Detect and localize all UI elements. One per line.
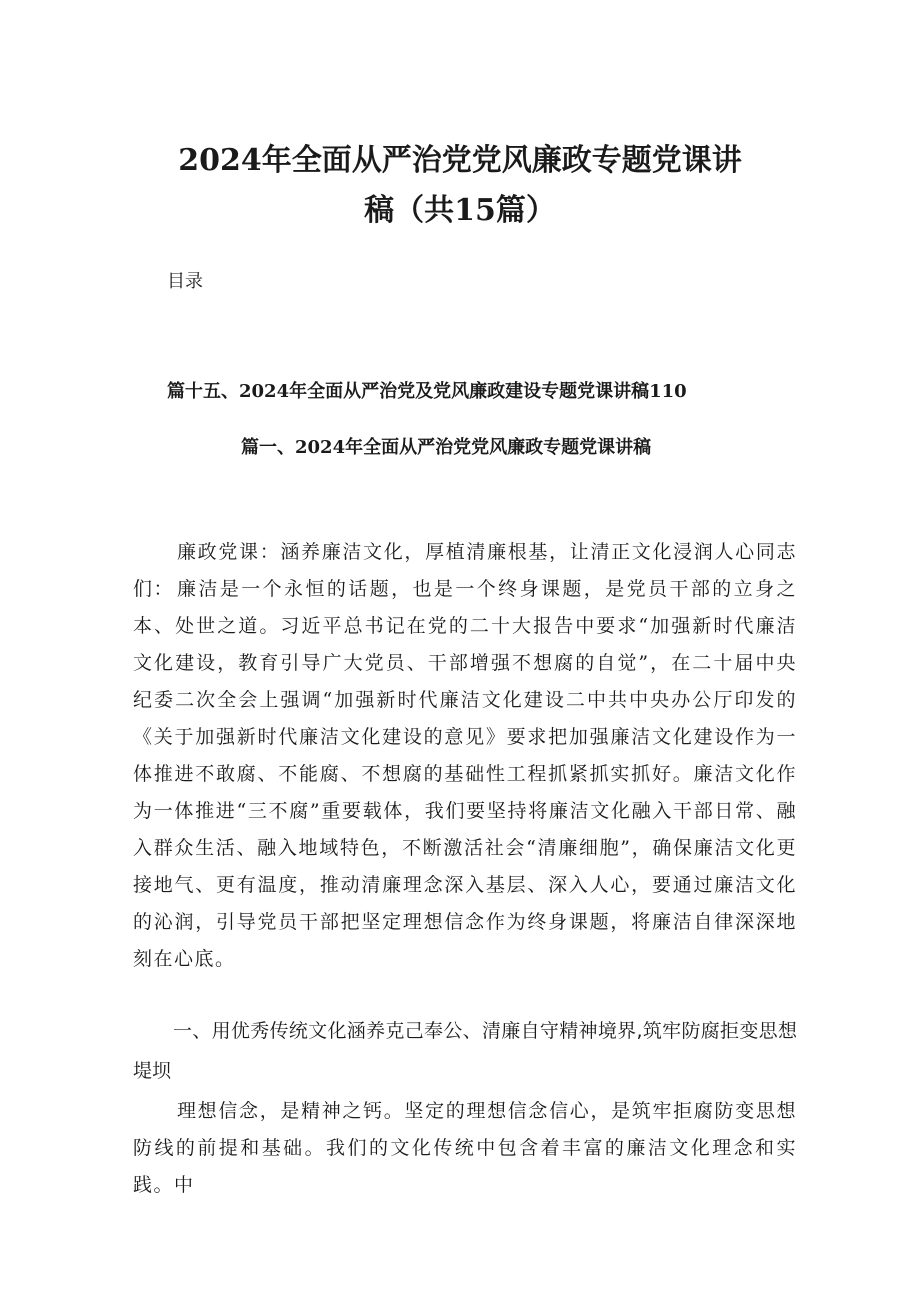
toc-item[interactable]: 篇一、2024年全面从严治党党风廉政专题党课讲稿 <box>241 437 652 458</box>
document-title-line-1: 2024年全面从严治党党风廉政专题党课讲 <box>178 143 742 178</box>
section-heading: 一、用优秀传统文化涵养克己奉公、清廉自守精神境界,筑牢防腐拒变思想堤坝 <box>133 1020 797 1082</box>
section-paragraph: 理想信念，是精神之钙。坚定的理想信念信心，是筑牢拒腐防变思想防线的前提和基础。我们的文化传统中包含着丰富的廉洁文化理念和实践。中 <box>133 1100 797 1196</box>
toc-item[interactable]: 篇十五、2024年全面从严治党及党风廉政建设专题党课讲稿110 <box>167 381 687 402</box>
toc-label: 目录 <box>167 271 203 292</box>
body-paragraph: 廉洁是一个永恒的话题，也是一个终身课题，是党员干部的立身之本、处世之道。习近平总书记在党的二十大报告中要求“加强新时代廉洁文化建设，教育引导广大党员、干部增强不想腐的自觉”，在二十届中央纪委二次全会上强调“加强新时代廉洁文化建设二中共中央办公厅印发的《关于加强新时代廉洁文化建设的意见》要求把加强廉洁文化建设作为一体推进不敢腐、不能腐、不想腐的基础性工程抓紧抓实抓好。廉洁文化作为一体推进“三不腐”重要载体，我们要坚持将廉洁文化融入干部日常、融入群众生活、融入地域特色，不断激活社会“清廉细胞”，确保廉洁文化更接地气、更有温度，推动清廉理念深入基层、深入人心，要通过廉洁文化的沁润，引导党员干部把坚定理想信念作为终身课题，将廉洁自律深深地刻在心底。 <box>133 578 797 970</box>
intro-paragraph: 廉政党课：涵养廉洁文化，厚植清廉根基，让清正文化浸润人心同志们： <box>133 541 797 600</box>
document-title-line-2: 稿（共15篇） <box>364 193 556 228</box>
